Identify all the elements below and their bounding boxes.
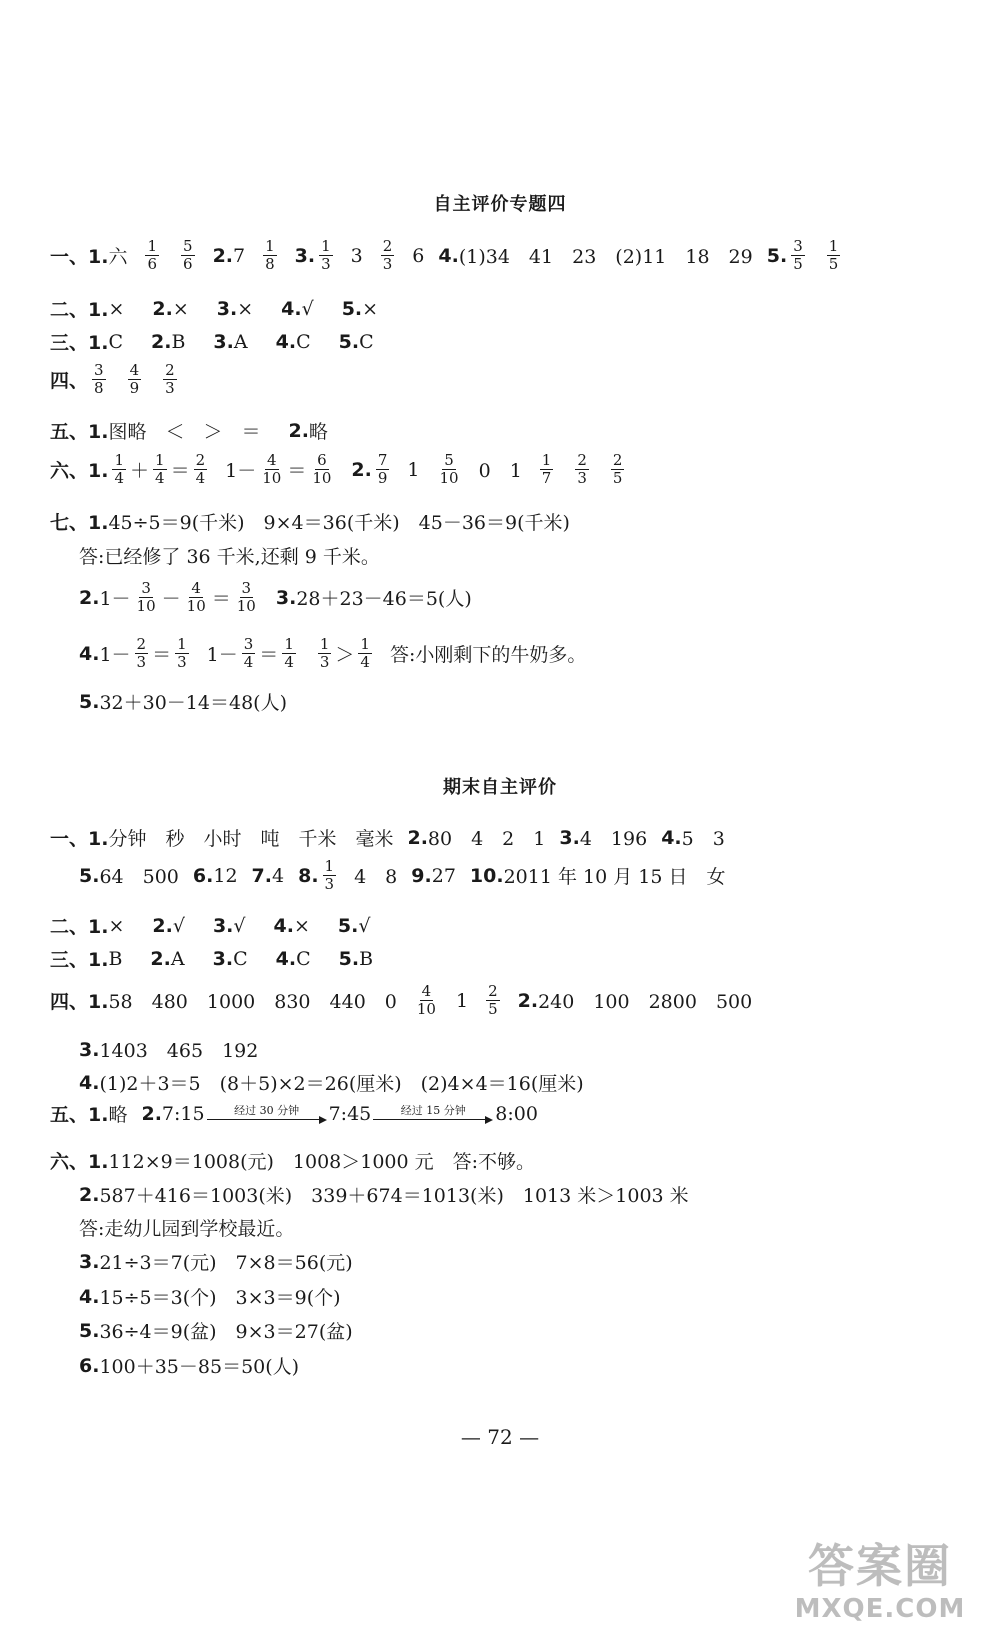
section-title-2: 期末自主评价 xyxy=(443,777,557,798)
fraction: $\frac{7}{9}$ xyxy=(377,451,388,487)
fraction: $\frac{1}{3}$ xyxy=(177,635,187,671)
section-title-1: 自主评价专题四 xyxy=(433,194,567,215)
s1-line-11: 5. 32＋30－14＝48(人) xyxy=(79,690,287,714)
fraction: $\frac{2}{3}$ xyxy=(136,635,147,671)
page-number: — 72 — xyxy=(460,1425,540,1449)
fraction: $\frac{1}{4}$ xyxy=(360,635,370,671)
s2-line-15: 6. 100＋35－85＝50(人) xyxy=(79,1354,300,1378)
s1-line-7: 七、1. 45÷5＝9(千米) 9×4＝36(千米) 45－36＝9(千米) xyxy=(50,512,570,534)
s1-line-2: 二、1. × 2. × 3. × 4. √ 5. × xyxy=(50,297,379,321)
fraction: $\frac{2}{3}$ xyxy=(577,451,587,487)
arrow-30min: 经过 30 分钟 xyxy=(207,1105,327,1123)
s2-line-13: 4. 15÷5＝3(个) 3×3＝9(个) xyxy=(79,1285,341,1309)
s2-line-4: 三、1. B 2. A 3. C 4. C 5. B xyxy=(50,947,374,971)
s1-line-4: 四、 $\frac{3}{8}$ $\frac{4}{9}$ $\frac{2}{3}$ xyxy=(50,361,175,397)
fraction: $\frac{2}{5}$ xyxy=(612,451,623,487)
fraction: $\frac{1}{3}$ xyxy=(324,857,335,893)
fraction: $\frac{2}{4}$ xyxy=(195,451,206,487)
fraction: $\frac{6}{10}$ xyxy=(312,451,332,487)
fraction: $\frac{3}{10}$ xyxy=(136,579,156,615)
right-arrow-icon xyxy=(373,1117,493,1123)
fraction: $\frac{1}{4}$ xyxy=(114,451,124,487)
s1-line-1: 一、1. 六 $\frac{1}{6}$ $\frac{5}{6}$ 2. 7 $\frac{1}{8}$ 3. $\frac{1}{3}$ 3 $\frac{2}{3}$ 6 4. (1)34 41 23 (2)11 18 29 5. $\frac{3}{5}$ $\frac{1}{5}$ xyxy=(50,237,839,273)
fraction: $\frac{2}{5}$ xyxy=(488,982,498,1018)
fraction: $\frac{4}{10}$ xyxy=(186,579,206,615)
fraction: $\frac{3}{4}$ xyxy=(243,635,254,671)
fraction: $\frac{3}{8}$ xyxy=(94,361,104,397)
fraction: $\frac{1}{3}$ xyxy=(321,237,331,273)
fraction: $\frac{4}{9}$ xyxy=(129,361,140,397)
s2-line-5: 四、1. 58 480 1000 830 440 0 $\frac{4}{10}$ 1 $\frac{2}{5}$ 2. 240 100 2800 500 xyxy=(50,982,753,1018)
fraction: $\frac{2}{3}$ xyxy=(382,237,393,273)
s2-line-8: 五、1. 略 2. 7:15 经过 30 分钟 7:45 经过 15 分钟 8:00 xyxy=(50,1102,538,1126)
s1-line-6: 六、1. $\frac{1}{4}$ ＋ $\frac{1}{4}$ ＝ $\frac{2}{4}$ 1－ $\frac{4}{10}$ ＝ $\frac{6}{10}$ 2. $\frac{7}{9}$ 1 $\frac{5}{10}$ 0 1 $\frac{1}{7}$ $\frac{2}{3}$ $\frac{2}{5}$ xyxy=(50,451,623,487)
fraction: $\frac{5}{10}$ xyxy=(439,451,459,487)
fraction: $\frac{1}{7}$ xyxy=(541,451,552,487)
right-arrow-icon xyxy=(207,1117,327,1123)
fraction: $\frac{1}{5}$ xyxy=(828,237,839,273)
s1-line-10: 4. 1－ $\frac{2}{3}$ ＝ $\frac{1}{3}$ 1－ $\frac{3}{4}$ ＝ $\frac{1}{4}$ $\frac{1}{3}$ ＞ $\frac{1}{4}$ 答:小刚剩下的牛奶多。 xyxy=(79,635,587,671)
s2-line-1: 一、1. 分钟 秒 小时 吨 千米 毫米 2. 80 4 2 1 3. 4 196 4. 5 3 xyxy=(50,826,725,850)
s2-line-6: 3. 1403 465 192 xyxy=(79,1038,259,1062)
s1-line-3: 三、1. C 2. B 3. A 4. C 5. C xyxy=(50,330,374,354)
arrow-15min: 经过 15 分钟 xyxy=(373,1105,493,1123)
fraction: $\frac{1}{8}$ xyxy=(265,237,275,273)
fraction: $\frac{3}{10}$ xyxy=(236,579,256,615)
s1-line-5: 五、1. 图略 ＜ ＞ ＝ 2. 略 xyxy=(50,419,328,443)
s2-line-12: 3. 21÷3＝7(元) 7×8＝56(元) xyxy=(79,1250,353,1274)
fraction: $\frac{1}{3}$ xyxy=(319,635,330,671)
fraction: $\frac{4}{10}$ xyxy=(262,451,282,487)
s2-line-3: 二、1. × 2. √ 3. √ 4. × 5. √ xyxy=(50,914,371,938)
fraction: $\frac{1}{4}$ xyxy=(155,451,165,487)
watermark-logo: 答案圈 MXQE.COM xyxy=(794,1539,966,1624)
s2-line-10: 2. 587＋416＝1003(米) 339＋674＝1013(米) 1013 米＞1003 米 xyxy=(79,1183,689,1207)
s2-line-11: 答:走幼儿园到学校最近。 xyxy=(79,1218,295,1240)
s2-line-7: 4. (1)2＋3＝5 (8＋5)×2＝26(厘米) (2)4×4＝16(厘米) xyxy=(79,1071,584,1095)
fraction: $\frac{2}{3}$ xyxy=(165,361,175,397)
fraction: $\frac{1}{4}$ xyxy=(284,635,294,671)
fraction: $\frac{3}{5}$ xyxy=(793,237,803,273)
fraction: $\frac{1}{6}$ xyxy=(147,237,158,273)
fraction: $\frac{5}{6}$ xyxy=(183,237,193,273)
s1-line-9: 2. 1－ $\frac{3}{10}$ － $\frac{4}{10}$ ＝ $\frac{3}{10}$ 3. 28＋23－46＝5(人) xyxy=(79,579,472,615)
s2-line-14: 5. 36÷4＝9(盆) 9×3＝27(盆) xyxy=(79,1319,353,1343)
fraction: $\frac{4}{10}$ xyxy=(416,982,436,1018)
s2-line-2: 5. 64 500 6. 12 7. 4 8. $\frac{1}{3}$ 4 8 9. 27 10. 2011 年 10 月 15 日 女 xyxy=(79,857,726,893)
s1-line-8: 答:已经修了 36 千米,还剩 9 千米。 xyxy=(79,546,380,568)
s2-line-9: 六、1. 112×9＝1008(元) 1008＞1000 元 答:不够。 xyxy=(50,1151,536,1173)
